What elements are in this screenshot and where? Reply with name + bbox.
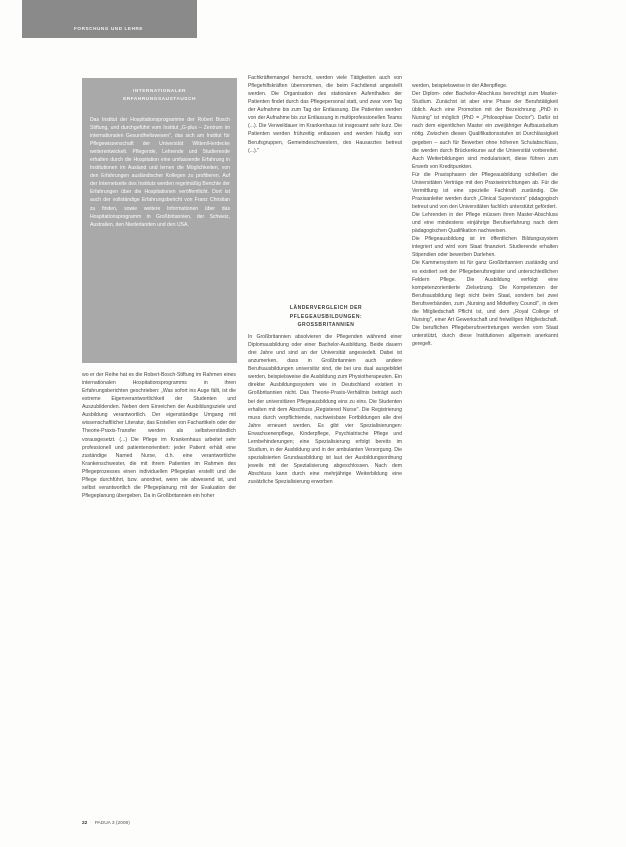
column-1-text	[82, 371, 236, 502]
info-box-title: INTERNATIONALER ERFAHRUNGSAUSTAUSCH	[123, 89, 196, 102]
paragraph: werden, beispielsweise in der Altenpflege. Der Diplom- oder Bachelor-Abschluss berechtigt zum Master-Studium. Zunächst ist aber eine Phase der Berufstätigkeit üblich. Auch eine Promotion mit der Bezeichnung „PhD in Nursing" ist möglich (PhD = „Philosophiae Doctor"). Dafür ist nach dem eigentlichen Master ein zweijähriger Aufbaustudium nötig. Zwischen diesen Qualifikationsstufen ist Durchlässigkeit gegeben – auch für Bewerber ohne höheren Schulabschluss, die werden durch Brückenkurse auf die Universität vorbereitet. Auch Weiterbildungen sind modularisiert, diese führen zum Erwerb von Kreditpunkten. Für die Praxisphasen der Pflegeausbildung schließen die Universitäten Verträge mit den Praxiseinrichtungen ab. Für die Vermittlung ist eine spezielle Fachkraft zuständig. Die Praxisanleiter werden durch „Clinical Supervisors" pädagogisch betreut und von den Universitäten fachlich unterstützt gefördert. Die Lehrenden in der Pflege müssen ihren Master-Abschluss und eine mindestens einjährige Berufserfahrung nach dem pädagogischen Qualifikation nachweisen. Die Pflegeausbildung ist im öffentlichen Bildungssystem integriert und wird vom Staat finanziert. Studierende erhalten Stipendien oder bewerben Darlehen. Die Kammersystem ist für ganz Großbritannien zuständig und es existiert seit der Pflegeberufsregister und unterschiedlichen Feldern Pflege. Die Ausbildung verfolgt eine kompetenzorientierte Zielsetzung. Die Kompetenzen der Berufsausbildung liegt nicht beim Staat, sondern bei zwei Berufsverbänden, zum „Nursing and Midwifery Council", in dem die Mitgliedschaft Pflicht ist, und dem „Royal College of Nursing", einer Art Gewerkschaft und freiwilligen Mitgliedschaft. Die beruflichen Pflegeberufsvertretungen werden vom Staat unterstützt, durch diese Institutionen allgemein anerkannt geregelt.	[412, 83, 558, 348]
page-footer	[82, 821, 130, 826]
section-header-band	[22, 0, 197, 38]
paragraph: In Großbritannien absolvieren die Pflegenden während einer Diplomausbildung oder einer Bachelor-Ausbildung. Beide dauern drei Jahre und sind an der Universität angesiedelt. Dabei ist anzumerken, dass in Großbritannien auch andere Berufsausbildungen universitär sind, die bei uns dual ausgebildet werden, beispielsweise die Ausbildung zum Physiotherapeuten. Ein direkter Ausbildungssystem wie in Deutschland existiert in Großbritannien nicht. Das Theorie-Praxis-Verhältnis beträgt auch bei der universitären Pflegeausbildung eins zu eins. Die Studenten erhalten mit dem Abschluss „Registered Nurse". Die Registrierung muss durch verpflichtende, nachweisbare Fortbildungen alle drei Jahre erneuert werden. Es gibt vier Spezialisierungen: Erwachsenenpflege, Kinderpflege, Psychiatrische Pflege und Lernbehinderungen; eine Spezialisierung erfolgt bereits im Studium, in der Ausbildung und in der ambulanten Versorgung. Die spezialisierten Grundausbildung ist laut der Ausbildungsordnung jeweils mit der Spezialisierung abgeschlossen. Nach dem Abschluss kann durch eine mehrjährige Weiterbildung eine zusätzliche Spezialisierung erworben	[248, 334, 402, 486]
info-box	[82, 78, 237, 363]
paragraph: wo er der Reihe hat es die Robert-Bosch-Stiftung im Rahmen eines internationalen Hospitationsprogramms in ihren Erfahrungsberichten geschrieben: „Was sofort ins Auge fällt, ist die extreme Eigenverantwortlichkeit der Studenten und Auszubildenden. Neben dem Einreichen der Ausbildungsziele und Ausbildung verantwortlich. Der eigenständige Umgang mit wissenschaftlicher Literatur, das Erstellen von Fachartikeln oder der Theorie-Praxis-Transfer werden als selbstverständlich vorausgesetzt. (...) Die Pflege im Krankenhaus arbeitet sehr professionell und patientenorientiert: jeder Patient erhält eine zuständige Named Nurse, d.h. eine verantwortliche Krankenschwester, die mit ihrem Patienten im Rahmen des Pflegeprozesses einen individuellen Pflegeplan erstellt und die Pflege durchführt, bzw. anordnet, wenn sie abwesend ist, und selbst verantwortlich die Pflegeplanung mit der Evaluation der Pflegeplanung übergeben. Da in Großbritannien ein hoher	[82, 372, 237, 499]
page-number: 22	[82, 821, 88, 826]
column-2-lower-text	[248, 333, 402, 488]
info-box-body: Das Institut der Hospitationsprogramme der Robert Bosch Stiftung, und durchgeführt vom Institut „G-plus – Zentrum im internationalen Gesundheitswesen", das sich am Institut für Pflegewissenschaft der Universität Witten/Herdecke weiterentwickelt. Pflegende, Lehrende und Studierende erhalten durch die Hospitation eine umfassende Erfahrung in Institutionen im Ausland und lernen die Möglichkeiten, von den Erfahrungen ausländischer Kollegen zu profitieren. Auf der Internetseite des Instituts werden regelmäßig Berichte der Erfahrungen über die Hospitationen veröffentlicht. Dort ist auch der vollständige Erfahrungsbericht von Franz Christian zu finden, sowie weitere Informationen über das Hospitationsprogramm in Großbritannien, der Schweiz, Australien, den Niederlanden und den USA.	[90, 117, 230, 228]
column-3-text	[412, 74, 558, 358]
paragraph: Fachkräftemangel herrscht, werden viele Tätigkeiten auch von Pflegehilfskräften übernommen, die beim Fachdienst angestellt werden. Die Organisation des stationären Aufenthaltes der Patienten findet durch das Pflegepersonal statt, und zwar vom Tag der Aufnahme bis zum Tag der Entlassung. Die Patienten werden von der Aufnahme bis zur Entlassung in multiprofessionellen Teams (...). Die Verweildauer im Krankenhaus ist insgesamt sehr kurz. Die Patienten werden frühzeitig entlassen und werden häufig von Berufsgruppen, Gemeindeschwestern, des Hausarztes betreut (...)."	[248, 75, 402, 154]
section-label: FORSCHUNG UND LEHRE	[74, 26, 144, 31]
section-heading: LÄNDERVERGLEICH DER PFLEGEAUSBILDUNGEN: GROSSBRITANNIEN	[289, 305, 363, 328]
column-2-upper-text	[248, 74, 402, 157]
journal-reference: PADUA 3 (2008)	[94, 821, 130, 826]
